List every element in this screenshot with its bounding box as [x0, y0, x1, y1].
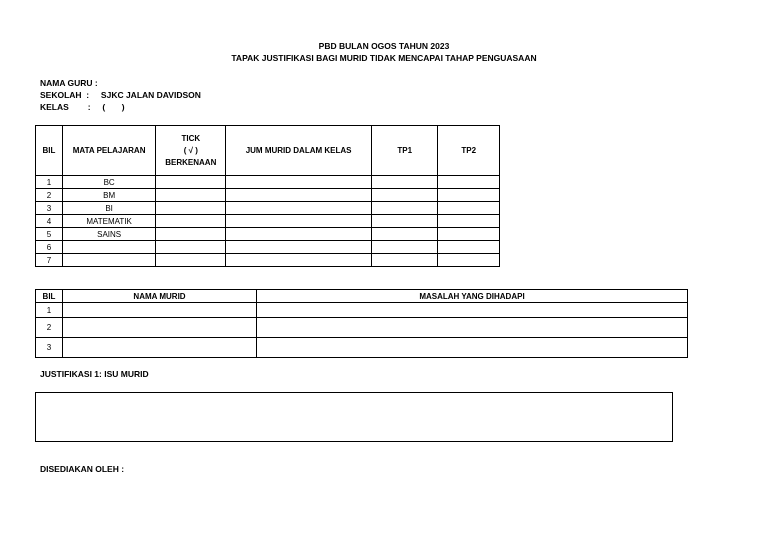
jum-cell[interactable]	[226, 215, 372, 228]
jum-cell[interactable]	[226, 189, 372, 202]
tp1-cell[interactable]	[371, 254, 437, 267]
table-row	[36, 303, 688, 318]
jum-cell[interactable]	[226, 241, 372, 254]
tp2-cell[interactable]	[438, 202, 500, 215]
tick-cell[interactable]	[156, 215, 226, 228]
table-row	[36, 318, 688, 338]
row-bil: 6	[36, 241, 63, 254]
doc-subtitle: TAPAK JUSTIFIKASI BAGI MURID TIDAK MENCAPAI TAHAP PENGUASAAN	[231, 53, 537, 63]
subject-table	[35, 125, 500, 267]
row-bil: 1	[36, 303, 63, 318]
table-row	[36, 189, 500, 202]
row-subject: BC	[62, 176, 156, 189]
header-tick-line1: TICK	[181, 133, 201, 143]
student-table-header	[36, 290, 688, 303]
row-bil: 5	[36, 228, 63, 241]
header-tick	[156, 126, 226, 176]
jum-cell[interactable]	[226, 176, 372, 189]
table-row	[36, 228, 500, 241]
tp2-cell[interactable]	[438, 176, 500, 189]
tp1-cell[interactable]	[371, 189, 437, 202]
row-subject: BM	[62, 189, 156, 202]
justifikasi-label: JUSTIFIKASI 1: ISU MURID	[40, 369, 149, 379]
tick-cell[interactable]	[156, 189, 226, 202]
tp2-cell[interactable]	[438, 228, 500, 241]
table-row	[36, 176, 500, 189]
header-mata-pelajaran: MATA PELAJARAN	[62, 126, 156, 176]
row-subject	[62, 254, 156, 267]
tp1-cell[interactable]	[371, 215, 437, 228]
header-bil: BIL	[36, 126, 63, 176]
table-row	[36, 215, 500, 228]
row-bil: 2	[36, 318, 63, 338]
tick-cell[interactable]	[156, 228, 226, 241]
tp2-cell[interactable]	[438, 189, 500, 202]
row-subject: MATEMATIK	[62, 215, 156, 228]
nama-guru-label: NAMA GURU :	[40, 78, 98, 88]
masalah-cell[interactable]	[257, 318, 688, 338]
nama-murid-cell[interactable]	[63, 318, 257, 338]
row-bil: 3	[36, 202, 63, 215]
table-row	[36, 338, 688, 358]
jum-cell[interactable]	[226, 202, 372, 215]
tp1-cell[interactable]	[371, 202, 437, 215]
table-row	[36, 202, 500, 215]
jum-cell[interactable]	[226, 228, 372, 241]
tp1-cell[interactable]	[371, 176, 437, 189]
tp1-cell[interactable]	[371, 228, 437, 241]
header-tick-line3: BERKENAAN	[165, 157, 217, 167]
tp2-cell[interactable]	[438, 254, 500, 267]
tick-cell[interactable]	[156, 241, 226, 254]
header-tp1: TP1	[371, 126, 437, 176]
tp1-cell[interactable]	[371, 241, 437, 254]
tick-cell[interactable]	[156, 176, 226, 189]
subject-table-header	[36, 126, 500, 176]
row-bil: 4	[36, 215, 63, 228]
row-bil: 2	[36, 189, 63, 202]
masalah-cell[interactable]	[257, 303, 688, 318]
nama-murid-cell[interactable]	[63, 303, 257, 318]
row-bil: 7	[36, 254, 63, 267]
header-masalah: MASALAH YANG DIHADAPI	[257, 290, 688, 303]
header-tick-line2: ( √ )	[183, 145, 198, 155]
tick-cell[interactable]	[156, 202, 226, 215]
jum-cell[interactable]	[226, 254, 372, 267]
tick-cell[interactable]	[156, 254, 226, 267]
masalah-cell[interactable]	[257, 338, 688, 358]
table-row	[36, 254, 500, 267]
header-bil: BIL	[36, 290, 63, 303]
tp2-cell[interactable]	[438, 241, 500, 254]
header-tp2: TP2	[438, 126, 500, 176]
header-jum-murid: JUM MURID DALAM KELAS	[226, 126, 372, 176]
row-subject: SAINS	[62, 228, 156, 241]
row-subject: BI	[62, 202, 156, 215]
tp2-cell[interactable]	[438, 215, 500, 228]
justifikasi-box[interactable]	[35, 392, 673, 442]
student-table	[35, 289, 688, 358]
row-bil: 3	[36, 338, 63, 358]
table-row	[36, 241, 500, 254]
sekolah-label: SEKOLAH : SJKC JALAN DAVIDSON	[40, 90, 201, 100]
nama-murid-cell[interactable]	[63, 338, 257, 358]
row-bil: 1	[36, 176, 63, 189]
disediakan-label: DISEDIAKAN OLEH :	[40, 464, 125, 474]
doc-title: PBD BULAN OGOS TAHUN 2023	[318, 41, 450, 51]
header-nama-murid: NAMA MURID	[63, 290, 257, 303]
row-subject	[62, 241, 156, 254]
kelas-label: KELAS : ( )	[40, 102, 125, 112]
